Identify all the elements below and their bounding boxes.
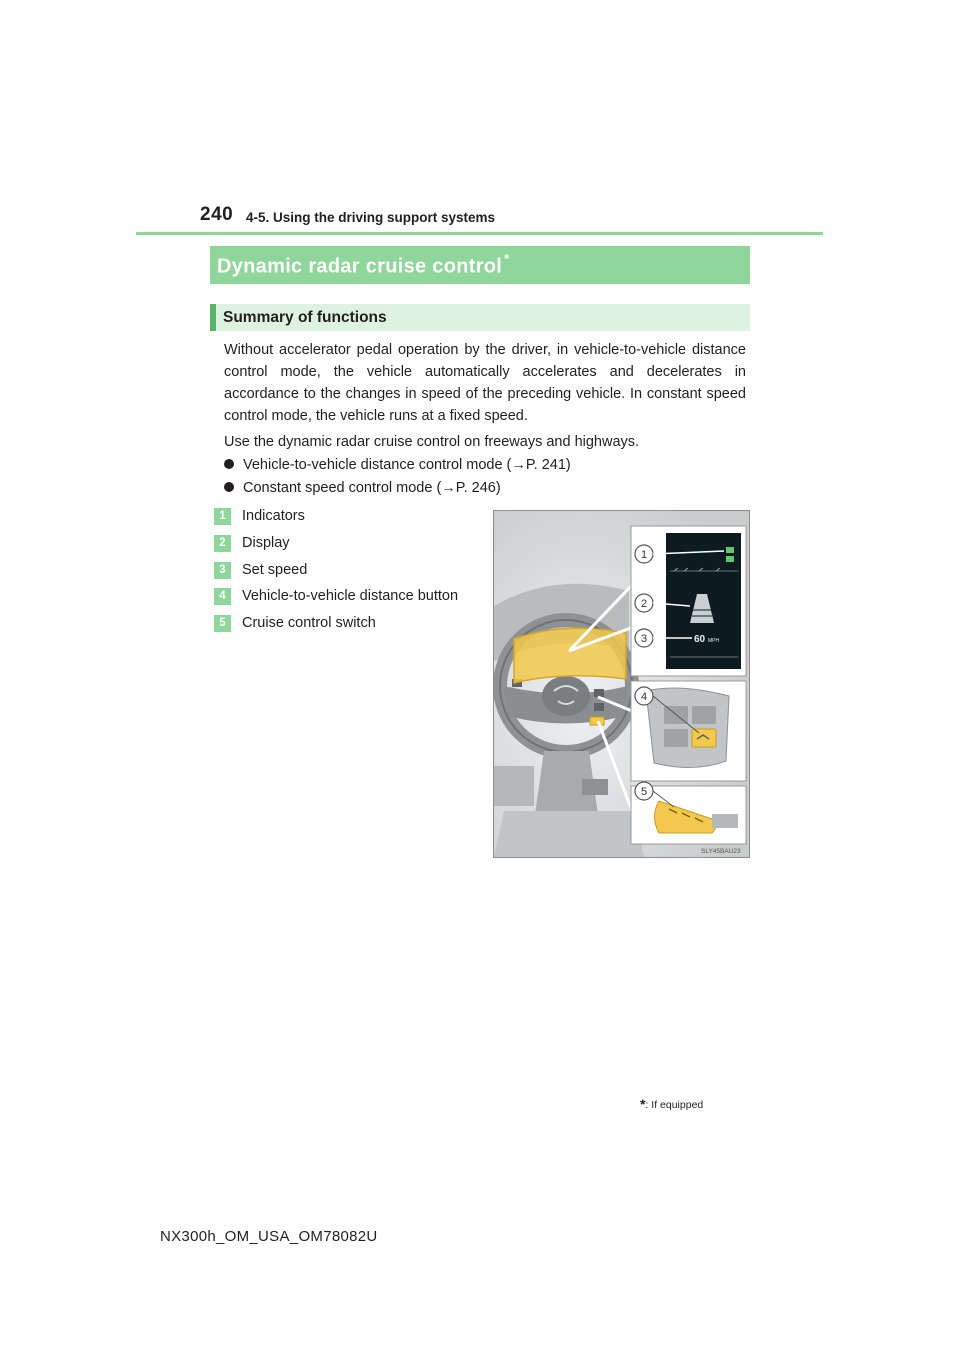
legend-label: Set speed — [242, 562, 308, 578]
wheel-button-right-lower — [594, 703, 604, 711]
cockpit-drawing — [494, 511, 749, 857]
floor-panel — [494, 766, 534, 806]
wheel-button-closeup — [664, 729, 688, 747]
legend-item — [214, 612, 376, 634]
legend-item — [214, 532, 290, 554]
bullet-text: Vehicle-to-vehicle distance control mode (→P. 241) — [243, 457, 571, 473]
subsection-title: Summary of functions — [223, 309, 387, 326]
bullet-item — [224, 454, 571, 476]
page-title — [217, 253, 510, 279]
header-rule — [136, 232, 823, 235]
callout-badge — [635, 687, 653, 705]
legend-item — [214, 505, 305, 527]
switch-highlight — [590, 717, 604, 725]
legend-label: Indicators — [242, 508, 305, 524]
usage-paragraph: Use the dynamic radar cruise control on freeways and highways. — [224, 434, 640, 450]
bullet-text: Constant speed control mode (→P. 246) — [243, 480, 501, 496]
legend-number: 5 — [214, 615, 231, 632]
bullet-dot-icon — [224, 459, 234, 469]
page-title-bar — [210, 246, 750, 284]
section-title: 4-5. Using the driving support systems — [246, 210, 496, 225]
legend-item — [214, 585, 458, 607]
legend-number: 4 — [214, 588, 231, 605]
page-title-text: Dynamic radar cruise control — [217, 255, 503, 278]
callout-number: 4 — [640, 691, 648, 703]
distance-bar-icon — [692, 615, 712, 617]
steering-wheel-hub — [542, 676, 590, 716]
legend-label: Display — [242, 535, 290, 551]
description-paragraph: Without accelerator pedal operation by the driver, in vehicle-to-vehicle distance control mode, the vehicle automatically accelerates and decelerates in accordance to the changes in speed of the preceding vehicle. In constant speed control mode, the vehicle runs at a fixed speed. — [224, 342, 746, 424]
indicator-light-icon — [726, 547, 734, 553]
footnote — [640, 1096, 703, 1112]
footnote-mark: * — [640, 1096, 646, 1112]
model-code: NX300h_OM_USA_OM78082U — [160, 1228, 378, 1245]
callout-number: 1 — [640, 549, 648, 561]
page-number: 240 — [200, 204, 234, 225]
legend-label: Cruise control switch — [242, 615, 376, 631]
subsection-bar — [210, 304, 750, 331]
legend-label: Vehicle-to-vehicle distance button — [242, 588, 459, 604]
footnote-text: : If equipped — [645, 1099, 704, 1111]
speed-value: 60 — [694, 634, 706, 645]
distance-bar-icon — [693, 609, 711, 611]
callout-badge — [635, 594, 653, 612]
switch-base — [712, 814, 738, 828]
bullet-item — [224, 477, 501, 499]
if-equipped-mark: * — [504, 251, 510, 266]
callout-badge — [635, 782, 653, 800]
figure-code: SLY45BAU23 — [701, 848, 741, 855]
indicator-light-icon — [726, 556, 734, 562]
legend-number: 3 — [214, 562, 231, 579]
callout-badge — [635, 545, 653, 563]
cockpit-illustration — [493, 510, 750, 858]
callout-badge — [635, 629, 653, 647]
callout-number: 3 — [640, 633, 648, 645]
distance-button-highlight — [692, 729, 716, 747]
bullet-dot-icon — [224, 482, 234, 492]
floor-mat — [494, 811, 644, 857]
pedal — [582, 779, 608, 795]
callout-number: 2 — [640, 598, 648, 610]
legend-number: 2 — [214, 535, 231, 552]
speed-unit: MPH — [708, 638, 720, 644]
legend-number: 1 — [214, 508, 231, 525]
wheel-button-closeup — [692, 706, 716, 724]
legend-item — [214, 559, 307, 581]
callout-number: 5 — [640, 786, 648, 798]
